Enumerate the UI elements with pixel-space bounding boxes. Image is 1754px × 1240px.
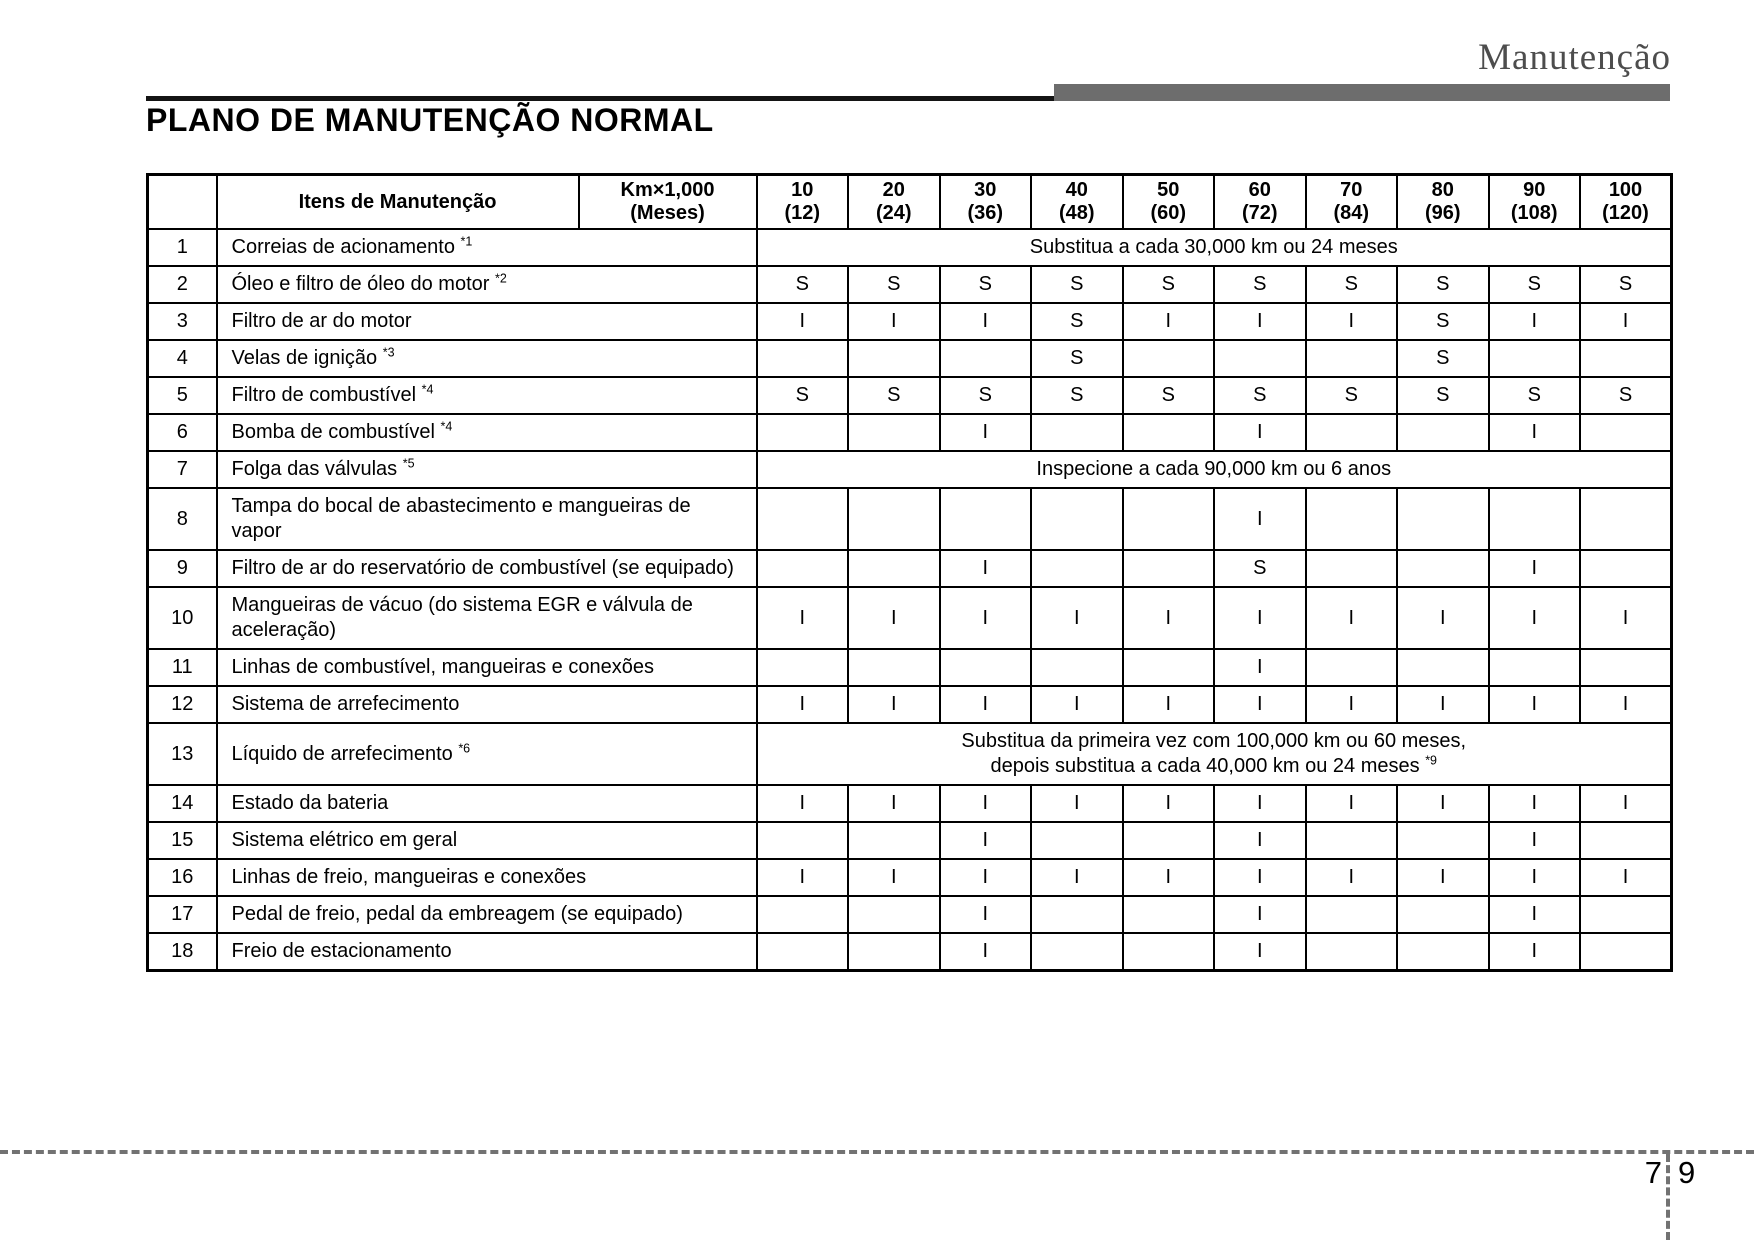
schedule-cell: I <box>940 822 1032 859</box>
schedule-cell: I <box>1214 896 1306 933</box>
schedule-cell: I <box>1123 785 1215 822</box>
schedule-cell: I <box>1489 414 1581 451</box>
schedule-cell: I <box>940 414 1032 451</box>
schedule-cell <box>1031 550 1123 587</box>
schedule-cell: I <box>1123 303 1215 340</box>
period-km-label: 70 <box>1340 179 1363 201</box>
schedule-cell <box>1580 896 1672 933</box>
schedule-span-line: Substitua da primeira vez com 100,000 km ou 60 meses, <box>961 730 1467 752</box>
period-months-label: (24) <box>875 202 912 224</box>
schedule-cell <box>1580 649 1672 686</box>
item-name-cell: Bomba de combustível $^{*4}$ <box>217 414 757 451</box>
schedule-cell: S <box>1123 377 1215 414</box>
schedule-cell <box>1306 340 1398 377</box>
schedule-cell <box>1123 822 1215 859</box>
schedule-cell: I <box>1489 859 1581 896</box>
corner-cell <box>148 175 217 230</box>
row-number-cell: 17 <box>148 896 217 933</box>
table-row <box>148 550 1672 587</box>
interval-months-label: (Meses) <box>630 202 705 224</box>
schedule-cell: I <box>1397 587 1489 649</box>
schedule-cell: I <box>1031 785 1123 822</box>
period-header-cell <box>1031 175 1123 230</box>
maintenance-table <box>146 173 1673 972</box>
schedule-cell: S <box>1031 303 1123 340</box>
schedule-cell: I <box>940 896 1032 933</box>
item-note-sup: *4 <box>440 419 453 434</box>
schedule-cell: S <box>940 266 1032 303</box>
table-row <box>148 229 1672 266</box>
schedule-cell <box>1489 649 1581 686</box>
schedule-cell <box>1123 933 1215 971</box>
schedule-cell: I <box>1306 859 1398 896</box>
item-note-sup: *1 <box>460 234 473 249</box>
period-header-cell <box>1397 175 1489 230</box>
header-rule-line <box>146 96 1054 101</box>
schedule-cell <box>1397 822 1489 859</box>
schedule-cell: S <box>1580 377 1672 414</box>
schedule-cell: I <box>940 587 1032 649</box>
item-name-cell: Linhas de freio, mangueiras e conexões <box>217 859 757 896</box>
schedule-cell <box>1397 933 1489 971</box>
schedule-cell: I <box>1306 686 1398 723</box>
schedule-cell <box>1489 488 1581 550</box>
interval-header-cell <box>579 175 757 230</box>
table-body <box>148 229 1672 971</box>
schedule-cell: I <box>1580 686 1672 723</box>
row-number-cell: 13 <box>148 723 217 785</box>
item-name-cell: Mangueiras de vácuo (do sistema EGR e válvula de aceleração) <box>217 587 757 649</box>
period-header-cell <box>1580 175 1672 230</box>
schedule-cell: I <box>1580 587 1672 649</box>
period-months-label: (36) <box>967 202 1004 224</box>
schedule-cell: I <box>757 686 849 723</box>
schedule-cell: S <box>1306 377 1398 414</box>
table-row <box>148 303 1672 340</box>
schedule-cell: I <box>1580 859 1672 896</box>
schedule-cell <box>940 649 1032 686</box>
item-name-cell: Correias de acionamento $^{*1}$ <box>217 229 757 266</box>
schedule-cell: S <box>1031 377 1123 414</box>
schedule-cell: I <box>1397 785 1489 822</box>
schedule-cell <box>757 933 849 971</box>
table-row <box>148 377 1672 414</box>
schedule-cell: S <box>1489 377 1581 414</box>
row-number-cell: 14 <box>148 785 217 822</box>
schedule-cell: I <box>1214 785 1306 822</box>
schedule-cell: I <box>1397 686 1489 723</box>
schedule-cell: I <box>1214 587 1306 649</box>
schedule-cell <box>1123 414 1215 451</box>
schedule-cell: I <box>1031 686 1123 723</box>
schedule-cell <box>1306 550 1398 587</box>
header-rule-bar <box>1054 84 1670 101</box>
schedule-cell: S <box>1397 303 1489 340</box>
items-header-cell: Itens de Manutenção <box>217 175 579 230</box>
item-name-cell: Pedal de freio, pedal da embreagem (se equipado) <box>217 896 757 933</box>
table-row <box>148 822 1672 859</box>
schedule-cell <box>848 649 940 686</box>
item-note-sup: *4 <box>421 382 434 397</box>
table-head <box>148 175 1672 230</box>
item-name-cell: Sistema de arrefecimento <box>217 686 757 723</box>
schedule-cell <box>1123 488 1215 550</box>
span-note-sup: *9 <box>1425 753 1438 768</box>
schedule-cell <box>848 340 940 377</box>
row-number-cell: 4 <box>148 340 217 377</box>
schedule-cell: I <box>1580 785 1672 822</box>
item-note-sup: *2 <box>494 271 507 286</box>
period-km-label: 30 <box>974 179 997 201</box>
schedule-cell: I <box>757 587 849 649</box>
schedule-cell: I <box>1123 587 1215 649</box>
schedule-cell <box>1306 933 1398 971</box>
page-title: PLANO DE MANUTENÇÃO NORMAL <box>146 102 714 138</box>
schedule-cell <box>757 340 849 377</box>
table-row <box>148 649 1672 686</box>
schedule-cell: S <box>757 377 849 414</box>
item-name-cell: Filtro de ar do motor <box>217 303 757 340</box>
period-km-label: 50 <box>1157 179 1180 201</box>
item-name-cell: Freio de estacionamento <box>217 933 757 971</box>
schedule-cell: S <box>1123 266 1215 303</box>
schedule-cell <box>757 550 849 587</box>
row-number-cell: 16 <box>148 859 217 896</box>
period-km-label: 60 <box>1248 179 1271 201</box>
schedule-cell: I <box>1489 822 1581 859</box>
schedule-cell <box>848 550 940 587</box>
schedule-cell: I <box>1306 785 1398 822</box>
schedule-span-cell: Substitua a cada 30,000 km ou 24 meses <box>757 229 1672 266</box>
schedule-cell: I <box>757 785 849 822</box>
row-number-cell: 10 <box>148 587 217 649</box>
schedule-cell: S <box>1397 340 1489 377</box>
table-row <box>148 414 1672 451</box>
schedule-cell <box>1580 550 1672 587</box>
period-months-label: (72) <box>1241 202 1278 224</box>
table-row <box>148 896 1672 933</box>
schedule-cell <box>1580 340 1672 377</box>
schedule-cell: I <box>757 303 849 340</box>
schedule-cell: I <box>1489 785 1581 822</box>
item-name-cell: Estado da bateria <box>217 785 757 822</box>
footer-divider <box>0 1150 1754 1154</box>
schedule-cell <box>1397 550 1489 587</box>
schedule-cell: S <box>848 266 940 303</box>
row-number-cell: 5 <box>148 377 217 414</box>
schedule-cell <box>1397 414 1489 451</box>
period-header-cell <box>1214 175 1306 230</box>
period-header-cell <box>848 175 940 230</box>
schedule-cell <box>848 414 940 451</box>
table-row <box>148 933 1672 971</box>
period-km-label: 20 <box>882 179 905 201</box>
schedule-cell: I <box>1214 303 1306 340</box>
table-row <box>148 587 1672 649</box>
period-months-label: (120) <box>1602 202 1649 224</box>
table-row <box>148 488 1672 550</box>
schedule-cell <box>1123 896 1215 933</box>
period-months-label: (48) <box>1058 202 1095 224</box>
period-km-label: 90 <box>1523 179 1546 201</box>
period-km-label: 10 <box>791 179 814 201</box>
schedule-cell: I <box>940 686 1032 723</box>
period-header-cell <box>1489 175 1581 230</box>
period-months-label: (96) <box>1424 202 1461 224</box>
schedule-cell: I <box>1214 822 1306 859</box>
schedule-cell <box>848 822 940 859</box>
schedule-cell <box>940 488 1032 550</box>
schedule-cell: S <box>1214 550 1306 587</box>
schedule-cell <box>757 822 849 859</box>
schedule-cell: I <box>940 785 1032 822</box>
schedule-cell: I <box>1489 933 1581 971</box>
schedule-cell: S <box>1214 377 1306 414</box>
schedule-cell <box>1031 649 1123 686</box>
schedule-cell: I <box>848 303 940 340</box>
period-months-label: (108) <box>1510 202 1558 224</box>
schedule-cell: S <box>848 377 940 414</box>
schedule-cell: I <box>1306 303 1398 340</box>
schedule-cell: I <box>1214 649 1306 686</box>
schedule-cell <box>848 896 940 933</box>
item-name-cell: Folga das válvulas $^{*5}$ <box>217 451 757 488</box>
period-header-cell <box>940 175 1032 230</box>
footer-page-divider <box>1666 1154 1670 1240</box>
schedule-cell <box>1123 649 1215 686</box>
schedule-cell: I <box>1123 686 1215 723</box>
table-row <box>148 686 1672 723</box>
running-header-title: Manutenção <box>1478 37 1671 78</box>
table-header-row <box>148 175 1672 230</box>
schedule-cell: I <box>1214 686 1306 723</box>
schedule-cell: S <box>757 266 849 303</box>
table-row <box>148 266 1672 303</box>
schedule-cell <box>1580 933 1672 971</box>
item-note-sup: *6 <box>458 740 471 755</box>
schedule-cell: S <box>1397 377 1489 414</box>
table-row <box>148 859 1672 896</box>
schedule-cell: I <box>940 933 1032 971</box>
schedule-cell: S <box>1306 266 1398 303</box>
schedule-cell <box>1580 488 1672 550</box>
schedule-cell <box>1397 896 1489 933</box>
schedule-cell: I <box>848 587 940 649</box>
period-km-label: 80 <box>1431 179 1454 201</box>
schedule-cell: I <box>757 859 849 896</box>
schedule-cell <box>1306 649 1398 686</box>
schedule-cell: I <box>940 550 1032 587</box>
table-row <box>148 785 1672 822</box>
schedule-cell: S <box>1580 266 1672 303</box>
schedule-cell <box>848 488 940 550</box>
item-name-cell: Líquido de arrefecimento $^{*6}$ <box>217 723 757 785</box>
schedule-cell: S <box>1489 266 1581 303</box>
table-row <box>148 451 1672 488</box>
schedule-span-cell <box>757 723 1672 785</box>
item-name-cell: Tampa do bocal de abastecimento e mangueiras de vapor <box>217 488 757 550</box>
schedule-cell: I <box>1031 587 1123 649</box>
schedule-cell: I <box>1031 859 1123 896</box>
schedule-cell: I <box>1580 303 1672 340</box>
schedule-cell <box>1397 649 1489 686</box>
schedule-cell: I <box>1214 488 1306 550</box>
schedule-cell: I <box>1489 896 1581 933</box>
footer-chapter-number: 7 <box>1644 1155 1662 1190</box>
schedule-cell: I <box>940 859 1032 896</box>
schedule-cell: S <box>940 377 1032 414</box>
item-note-sup: *3 <box>382 345 395 360</box>
table-row <box>148 340 1672 377</box>
row-number-cell: 18 <box>148 933 217 971</box>
schedule-cell: I <box>1214 414 1306 451</box>
schedule-cell <box>1397 488 1489 550</box>
period-months-label: (12) <box>784 202 821 224</box>
schedule-span-line: depois substitua a cada 40,000 km ou 24 meses $^{*9}$ <box>990 753 1438 777</box>
schedule-cell: I <box>1489 550 1581 587</box>
row-number-cell: 15 <box>148 822 217 859</box>
schedule-cell <box>940 340 1032 377</box>
item-name-cell: Filtro de ar do reservatório de combustível (se equipado) <box>217 550 757 587</box>
period-km-label: 40 <box>1065 179 1088 201</box>
schedule-cell <box>757 414 849 451</box>
period-header-cell <box>1123 175 1215 230</box>
footer-page-number: 9 <box>1678 1155 1696 1190</box>
period-months-label: (60) <box>1150 202 1187 224</box>
schedule-cell <box>848 933 940 971</box>
schedule-cell <box>1306 414 1398 451</box>
schedule-cell <box>1031 822 1123 859</box>
schedule-cell: I <box>940 303 1032 340</box>
schedule-cell: S <box>1214 266 1306 303</box>
row-number-cell: 12 <box>148 686 217 723</box>
schedule-cell <box>1489 340 1581 377</box>
schedule-cell <box>1214 340 1306 377</box>
row-number-cell: 11 <box>148 649 217 686</box>
schedule-cell: I <box>848 785 940 822</box>
schedule-cell <box>757 488 849 550</box>
schedule-cell: S <box>1031 340 1123 377</box>
schedule-cell: S <box>1397 266 1489 303</box>
row-number-cell: 3 <box>148 303 217 340</box>
period-header-cell <box>757 175 849 230</box>
schedule-cell: I <box>1397 859 1489 896</box>
row-number-cell: 7 <box>148 451 217 488</box>
schedule-cell: S <box>1031 266 1123 303</box>
schedule-cell <box>1031 896 1123 933</box>
row-number-cell: 1 <box>148 229 217 266</box>
row-number-cell: 8 <box>148 488 217 550</box>
schedule-cell <box>1306 822 1398 859</box>
schedule-cell <box>1306 488 1398 550</box>
schedule-cell <box>1031 488 1123 550</box>
schedule-cell <box>1031 414 1123 451</box>
schedule-cell: I <box>848 859 940 896</box>
item-name-cell: Linhas de combustível, mangueiras e conexões <box>217 649 757 686</box>
row-number-cell: 6 <box>148 414 217 451</box>
item-name-cell: Sistema elétrico em geral <box>217 822 757 859</box>
schedule-cell: I <box>1123 859 1215 896</box>
schedule-cell: I <box>1489 686 1581 723</box>
item-name-cell: Filtro de combustível $^{*4}$ <box>217 377 757 414</box>
schedule-cell: I <box>1214 859 1306 896</box>
item-note-sup: *5 <box>402 456 415 471</box>
schedule-cell <box>1580 414 1672 451</box>
item-name-cell: Óleo e filtro de óleo do motor $^{*2}$ <box>217 266 757 303</box>
schedule-cell <box>757 896 849 933</box>
schedule-span-cell: Inspecione a cada 90,000 km ou 6 anos <box>757 451 1672 488</box>
schedule-cell <box>1306 896 1398 933</box>
interval-km-label: Km×1,000 <box>620 179 715 201</box>
schedule-cell: I <box>1489 303 1581 340</box>
schedule-cell <box>1123 340 1215 377</box>
schedule-cell <box>1031 933 1123 971</box>
period-km-label: 100 <box>1608 179 1643 201</box>
schedule-cell <box>757 649 849 686</box>
schedule-cell <box>1123 550 1215 587</box>
table-row <box>148 723 1672 785</box>
period-months-label: (84) <box>1333 202 1370 224</box>
item-name-cell: Velas de ignição $^{*3}$ <box>217 340 757 377</box>
schedule-cell: I <box>1489 587 1581 649</box>
period-header-cell <box>1306 175 1398 230</box>
schedule-cell: I <box>848 686 940 723</box>
schedule-cell: I <box>1214 933 1306 971</box>
schedule-cell: I <box>1306 587 1398 649</box>
schedule-cell <box>1580 822 1672 859</box>
row-number-cell: 9 <box>148 550 217 587</box>
row-number-cell: 2 <box>148 266 217 303</box>
